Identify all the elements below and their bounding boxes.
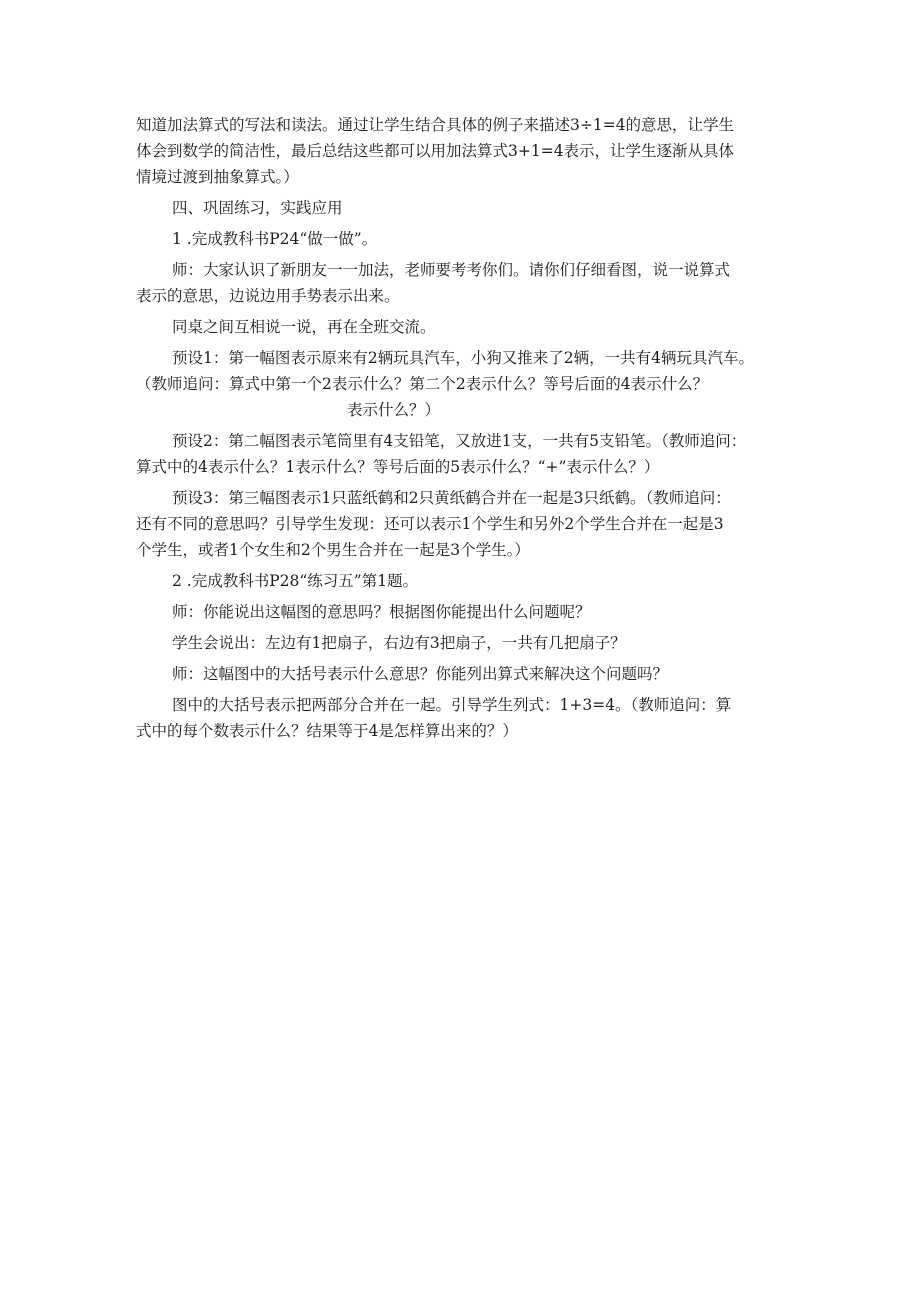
paragraph-preset-3 <box>136 485 786 563</box>
text-line: 还有不同的意思吗？引导学生发现：还可以表示1个学生和另外2个学生合并在一起是3 <box>136 515 724 533</box>
text-line: 算式中的4表示什么？1表示什么？等号后面的5表示什么？“+”表示什么？） <box>136 458 660 476</box>
paragraph-brace-explanation <box>136 692 786 744</box>
text-line: 同桌之间互相说一说，再在全班交流。 <box>172 318 436 336</box>
text-line: 情境过渡到抽象算式。） <box>136 168 299 186</box>
paragraph-student-answer <box>136 630 786 656</box>
text-line: （教师追问：算式中第一个2表示什么？第二个2表示什么？等号后面的4表示什么？ <box>136 375 709 393</box>
exercise-item-1 <box>136 226 786 252</box>
text-line: 表示什么？） <box>347 401 441 419</box>
text-line: 学生会说出：左边有1把扇子，右边有3把扇子，一共有几把扇子？ <box>172 634 626 652</box>
paragraph-teacher-followup <box>136 661 786 687</box>
section-heading <box>136 195 786 221</box>
text-line: 体会到数学的简洁性，最后总结这些都可以用加法算式3+1=4表示，让学生逐渐从具体 <box>136 142 735 160</box>
exercise-item-2 <box>136 568 786 594</box>
text-line: 师：你能说出这幅图的意思吗？根据图你能提出什么问题呢？ <box>172 603 591 621</box>
text-line: 知道加法算式的写法和读法。通过让学生结合具体的例子来描述3÷1=4的意思，让学生 <box>136 116 735 134</box>
text-line: 预设3：第三幅图表示1只蓝纸鹤和2只黄纸鹤合并在一起是3只纸鹤。（教师追问： <box>172 489 731 507</box>
heading-text: 四、巩固练习，实践应用 <box>172 199 343 217</box>
text-line: 2 .完成教科书P28“练习五”第1题。 <box>172 572 419 590</box>
text-line: 表示的意思，边说边用手势表示出来。 <box>136 287 400 305</box>
paragraph-preset-1 <box>136 345 786 423</box>
text-line: 师：大家认识了新朋友一一加法，老师要考考你们。请你们仔细看图，说一说算式 <box>172 261 731 279</box>
text-line: 预设2：第二幅图表示笔筒里有4支铅笔，又放进1支，一共有5支铅笔。（教师追问： <box>172 432 747 450</box>
paragraph-teacher-question <box>136 599 786 625</box>
paragraph-teacher-prompt <box>136 257 786 309</box>
text-line: 师：这幅图中的大括号表示什么意思？你能列出算式来解决这个问题吗？ <box>172 665 669 683</box>
text-line: 图中的大括号表示把两部分合并在一起。引导学生列式：1+3=4。（教师追问：算 <box>172 696 732 714</box>
text-line: 式中的每个数表示什么？结果等于4是怎样算出来的？） <box>136 722 518 740</box>
document-page <box>136 112 786 744</box>
text-line: 1 .完成教科书P24“做一做”。 <box>172 230 378 248</box>
paragraph-preset-2 <box>136 428 786 480</box>
paragraph-peer-discussion <box>136 314 786 340</box>
paragraph-intro-summary <box>136 112 786 190</box>
text-line: 预设1：第一幅图表示原来有2辆玩具汽车，小狗又推来了2辆，一共有4辆玩具汽车。 <box>172 349 754 367</box>
text-line: 个学生，或者1个女生和2个男生合并在一起是3个学生。） <box>136 541 530 559</box>
